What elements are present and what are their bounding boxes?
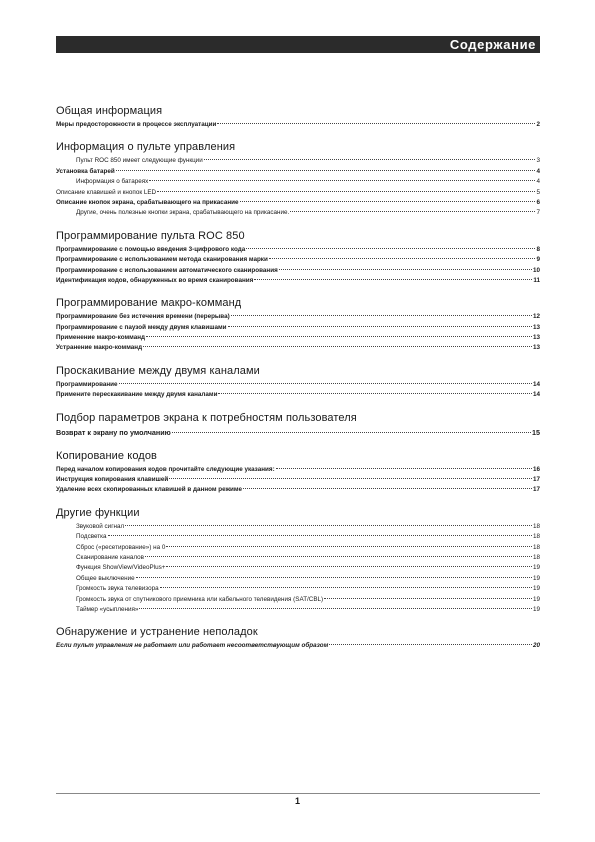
- toc-entry-page: 14: [532, 391, 540, 399]
- dot-leader: [279, 269, 532, 270]
- toc-section: [56, 506, 540, 616]
- toc-entry-label: Программирование с использованием метода сканирования марки: [56, 256, 268, 264]
- toc-entry[interactable]: [56, 198, 540, 208]
- toc-entry-label: Идентификация кодов, обнаруженных во время сканирования: [56, 276, 254, 284]
- toc-entry-page: 15: [532, 427, 540, 437]
- toc-section: [56, 449, 540, 496]
- toc-entry-label: Устранение макро-комманд: [56, 344, 143, 352]
- section-title: Проскакивание между двумя каналами: [56, 364, 260, 377]
- dot-leader: [139, 608, 532, 609]
- dot-leader: [290, 211, 535, 212]
- toc-entry-label: Перед началом копирования кодов прочитайте следующие указания:: [56, 465, 275, 473]
- section-header-bar: [56, 36, 540, 53]
- toc-entry[interactable]: [56, 641, 540, 651]
- toc-entry[interactable]: [56, 156, 540, 166]
- dot-leader: [149, 180, 535, 181]
- toc-section: [56, 411, 540, 439]
- toc-entry-label: Программирование с использованием автоматического сканирования: [56, 266, 278, 274]
- dot-leader: [108, 535, 532, 536]
- dot-leader: [254, 279, 532, 280]
- toc-entry-page: 13: [532, 323, 540, 331]
- toc-entry[interactable]: [56, 255, 540, 265]
- dot-leader: [276, 468, 532, 469]
- dot-leader: [119, 383, 532, 384]
- toc-entry[interactable]: [56, 343, 540, 353]
- toc-entry-label: Описание кнопок экрана, срабатывающего на прикасание: [56, 198, 239, 206]
- toc-entry-label: Информация о батареях: [76, 178, 149, 186]
- toc-entry[interactable]: [56, 266, 540, 276]
- toc-entry-label: Удаление всех скопированных клавишей в данном режиме: [56, 486, 243, 494]
- dot-leader: [228, 326, 532, 327]
- toc-entry-page: 13: [532, 334, 540, 342]
- toc-entry[interactable]: [56, 120, 540, 130]
- header-title: Содержание: [449, 37, 536, 52]
- toc-entry-page: 18: [532, 522, 540, 530]
- toc-entry[interactable]: [56, 595, 540, 605]
- toc-entry-page: 3: [536, 157, 540, 165]
- toc-entry[interactable]: [56, 543, 540, 553]
- dot-leader: [329, 644, 532, 645]
- toc-entry-label: Меры предосторожности в процессе эксплуатации: [56, 121, 217, 128]
- footer-divider: [56, 793, 540, 794]
- section-title: Общая информация: [56, 105, 163, 117]
- toc-entry-label: Возврат к экрану по умолчанию: [56, 427, 171, 437]
- toc-entry-page: 17: [532, 476, 540, 484]
- toc-entry[interactable]: [56, 390, 540, 400]
- toc-entry-page: 17: [532, 486, 540, 494]
- toc-entry-label: Программирование с паузой между двумя клавишами: [56, 323, 227, 331]
- toc-entry-page: 2: [536, 121, 540, 128]
- dot-leader: [116, 170, 536, 171]
- toc-entry-page: 14: [532, 380, 540, 388]
- toc-entry[interactable]: [56, 276, 540, 286]
- dot-leader: [136, 577, 532, 578]
- toc-entry[interactable]: [56, 312, 540, 322]
- dot-leader: [125, 525, 532, 526]
- dot-leader: [157, 191, 535, 192]
- toc-entry-page: 5: [536, 188, 540, 196]
- toc-entry[interactable]: [56, 380, 540, 390]
- dot-leader: [145, 556, 532, 557]
- toc-entry-page: 18: [532, 543, 540, 551]
- dot-leader: [166, 546, 532, 547]
- toc-entry-label: Применение макро-комманд: [56, 334, 146, 342]
- toc-entry-label: Описание клавишей и кнопок LED: [56, 188, 157, 196]
- toc-entry[interactable]: [56, 522, 540, 532]
- toc-entry[interactable]: [56, 167, 540, 177]
- dot-leader: [246, 248, 535, 249]
- toc-entry[interactable]: [56, 333, 540, 343]
- toc-entry-label: Программирование без истечения времени (перерыва): [56, 313, 230, 321]
- toc-entry-label: Таймер «усыпления»: [76, 605, 139, 613]
- table-of-contents: [56, 104, 540, 662]
- section-title: Информация о пульте управления: [56, 141, 236, 154]
- toc-entry-label: Звуковой сигнал: [76, 522, 125, 530]
- toc-entry-label: Другие, очень полезные кнопки экрана, срабатывающего на прикасание.: [76, 209, 290, 217]
- toc-entry-label: Инструкция копирования клавишей: [56, 476, 169, 484]
- dot-leader: [143, 346, 532, 347]
- toc-entry-page: 19: [532, 574, 540, 582]
- dot-leader: [204, 159, 536, 160]
- dot-leader: [172, 432, 531, 433]
- toc-entry-label: Сканирование каналов: [76, 553, 144, 561]
- dot-leader: [240, 201, 536, 202]
- toc-entry-label: Программирование: [56, 380, 118, 388]
- toc-entry-label: Функция ShowView/VideoPlus+: [76, 564, 166, 572]
- toc-entry-page: 16: [532, 465, 540, 473]
- toc-section: [56, 296, 540, 354]
- toc-entry[interactable]: [56, 323, 540, 333]
- dot-leader: [146, 336, 532, 337]
- toc-entry[interactable]: [56, 475, 540, 485]
- toc-entry-page: 20: [532, 642, 540, 650]
- toc-entry-page: 4: [536, 178, 540, 186]
- toc-entry[interactable]: [56, 177, 540, 187]
- toc-entry-label: Подсветка: [76, 533, 107, 541]
- dot-leader: [217, 123, 535, 124]
- toc-entry[interactable]: [56, 584, 540, 594]
- toc-entry-page: 10: [532, 266, 540, 274]
- toc-section: [56, 104, 540, 130]
- section-title: Подбор параметров экрана к потребностям пользователя: [56, 411, 357, 424]
- dot-leader: [160, 587, 532, 588]
- toc-entry-page: 19: [532, 585, 540, 593]
- dot-leader: [231, 315, 532, 316]
- toc-entry[interactable]: [56, 563, 540, 573]
- toc-entry[interactable]: [56, 485, 540, 495]
- toc-entry-label: Примените перескакивание между двумя каналами: [56, 391, 218, 399]
- toc-entry-label: Сброс («ресетирование») на 0: [76, 543, 166, 551]
- toc-entry-page: 13: [532, 344, 540, 352]
- toc-section: [56, 364, 540, 401]
- toc-entry-page: 6: [536, 198, 540, 206]
- toc-section: [56, 625, 540, 651]
- dot-leader: [218, 393, 532, 394]
- toc-entry[interactable]: [56, 208, 540, 218]
- dot-leader: [166, 566, 532, 567]
- toc-entry-page: 18: [532, 533, 540, 541]
- toc-entry[interactable]: [56, 574, 540, 584]
- toc-entry-label: Установка батарей: [56, 167, 115, 175]
- toc-section: [56, 140, 540, 218]
- toc-section: [56, 229, 540, 287]
- toc-entry-label: Громкость звука телевизора: [76, 585, 159, 593]
- toc-entry-label: Общее выключение: [76, 574, 135, 582]
- toc-entry[interactable]: [56, 427, 540, 439]
- toc-entry-page: 12: [532, 313, 540, 321]
- toc-entry-page: 18: [532, 553, 540, 561]
- toc-entry-label: Пульт ROC 850 имеет следующие функции: [76, 157, 203, 165]
- section-title: Программирование макро-комманд: [56, 297, 242, 310]
- page-number: 1: [294, 796, 300, 806]
- dot-leader: [243, 488, 532, 489]
- toc-entry[interactable]: [56, 245, 540, 255]
- toc-entry-label: Программирование с помощью введения 3-цифрового кода: [56, 245, 246, 253]
- toc-entry-page: 19: [532, 605, 540, 613]
- toc-entry-page: 19: [532, 564, 540, 572]
- toc-entry-page: 19: [532, 595, 540, 603]
- toc-entry-label: Громкость звука от спутникового приемника или кабельного телевидения (SAT/CBL): [76, 595, 324, 603]
- toc-entry[interactable]: [56, 605, 540, 615]
- section-title: Обнаружение и устранение неполадок: [56, 626, 258, 639]
- toc-entry[interactable]: [56, 553, 540, 563]
- toc-entry-page: 11: [533, 276, 540, 284]
- toc-entry[interactable]: [56, 188, 540, 198]
- toc-entry[interactable]: [56, 532, 540, 542]
- toc-entry-page: 8: [536, 245, 540, 253]
- toc-entry-page: 9: [536, 256, 540, 264]
- dot-leader: [324, 598, 532, 599]
- section-title: Программирование пульта ROC 850: [56, 229, 245, 242]
- section-title: Другие функции: [56, 506, 140, 519]
- dot-leader: [169, 478, 532, 479]
- dot-leader: [269, 258, 536, 259]
- toc-entry-page: 7: [536, 209, 540, 217]
- toc-entry[interactable]: [56, 465, 540, 475]
- section-title: Копирование кодов: [56, 449, 157, 462]
- toc-entry-label: Если пульт управления не работает или работает несоответствующим образом: [56, 642, 329, 650]
- toc-entry-page: 4: [536, 167, 540, 175]
